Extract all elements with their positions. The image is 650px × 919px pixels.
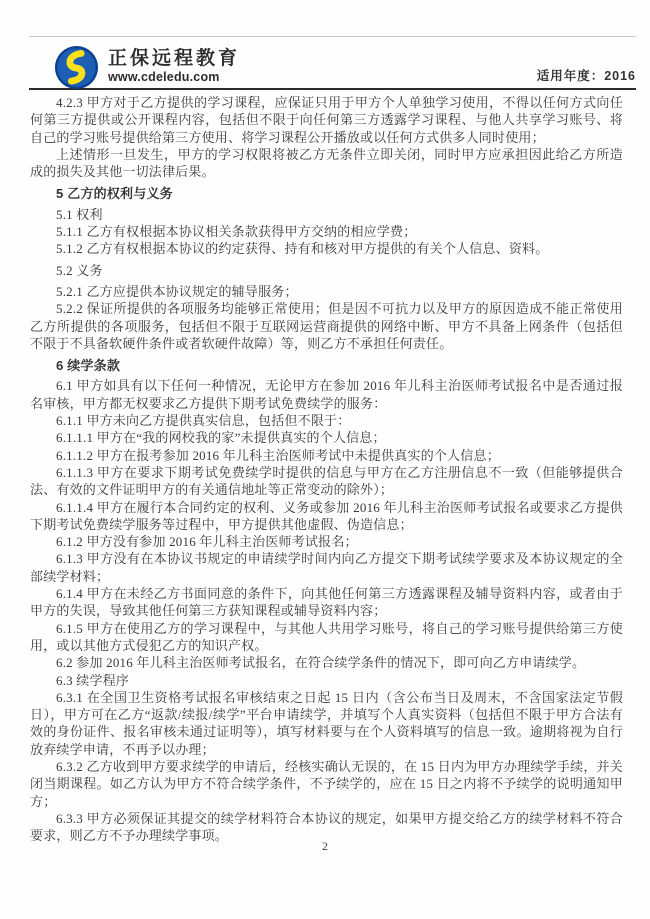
header-row: [29, 37, 636, 88]
clause-6-3-1: 6.3.1 在全国卫生资格考试报名审核结束之日起 15 日内（含公布当日及周末，不含国家法定节假日），甲方可在乙方“返款/续报/续学”平台申请续学，并填写个人真实资料（包括但不限于甲方合法有效的身份证件、报名审核未通过证明等），填写材料要与在个人资料填写的信息一致。逾期将视为自行放弃续学申请，不再予以办理；: [30, 689, 623, 757]
section-6-heading: 6 续学条款: [56, 358, 121, 374]
brand-name: 正保远程教育: [108, 48, 241, 69]
clause-5-2: 5.2 义务: [56, 262, 103, 278]
clause-6-1: 6.1 甲方如具有以下任何一种情况，无论甲方在参加 2016 年儿科主治医师考试报名中是否通过报名审核，甲方都无权要求乙方提供下期考试免费续学的服务：: [30, 378, 623, 411]
clause-6-3-3: 6.3.3 甲方必须保证其提交的续学材料符合本协议的规定，如果甲方提交给乙方的续学材料不符合要求，则乙方不予办理续学事项。: [30, 810, 623, 844]
section-5-heading: 5 乙方的权利与义务: [56, 186, 173, 202]
clause-4-2-3: 4.2.3 甲方对于乙方提供的学习课程，应保证只用于甲方个人单独学习使用，不得以任何方式向任何第三方提供或公开课程内容，包括但不限于向任何第三方透露学习课程、与他人共享学习账号、将自己的学习账号提供给第三方使用、将学习课程公开播放或以任何方式供多人同时使用；: [30, 95, 623, 145]
clause-5-1-2: 5.1.2 乙方有权根据本协议的约定获得、持有和核对甲方提供的有关个人信息、资料。: [56, 241, 549, 257]
applicable-year-label: 适用年度：2016: [536, 69, 636, 83]
brand-block: [29, 45, 240, 87]
clause-6-3-2: 6.3.2 乙方收到甲方要求续学的申请后，经核实确认无误的，在 15 日内为甲方办理续学手续，并关闭当期课程。如乙方认为甲方不符合续学条件，不予续学的，应在 15 日之内将不予续学的说明通知甲方；: [30, 758, 623, 809]
clause-4-2-3-note: 上述情形一旦发生，甲方的学习权限将被乙方无条件立即关闭，同时甲方应承担因此给乙方所造成的损失及其他一切法律后果。: [30, 146, 623, 180]
clause-6-3: 6.3 续学程序: [56, 672, 130, 688]
clause-6-1-2: 6.1.2 甲方没有参加 2016 年儿科主治医师考试报名；: [56, 534, 358, 550]
page-header: [29, 36, 636, 90]
document-body: [30, 94, 623, 844]
page-number: 2: [322, 839, 328, 853]
clause-6-1-1-3: 6.1.1.3 甲方在要求下期考试免费续学时提供的信息与甲方在乙方注册信息不一致（但能够提供合法、有效的文件证明甲方的有关通信地址等正常变动的除外）；: [30, 464, 623, 498]
clause-6-1-1: 6.1.1 甲方未向乙方提供真实信息，包括但不限于：: [56, 413, 351, 429]
clause-6-1-1-2: 6.1.1.2 甲方在报考参加 2016 年儿科主治医师考试中未提供真实的个人信息；: [56, 447, 500, 463]
clause-5-1: 5.1 权利: [56, 206, 103, 222]
clause-6-1-1-4: 6.1.1.4 甲方在履行本合同约定的权利、义务或参加 2016 年儿科主治医师考试报名或要求乙方提供下期考试免费续学服务等过程中，甲方提供其他虚假、伪造信息；: [30, 499, 623, 532]
clause-6-2: 6.2 参加 2016 年儿科主治医师考试报名，在符合续学条件的情况下，即可向乙方申请续学。: [56, 655, 586, 671]
clause-5-2-1: 5.2.1 乙方应提供本协议规定的辅导服务；: [56, 283, 298, 299]
clause-6-1-5: 6.1.5 甲方在使用乙方的学习课程中，与其他人共用学习账号，将自己的学习账号提供给第三方使用，或以其他方式侵犯乙方的知识产权。: [30, 620, 623, 653]
clause-6-1-3: 6.1.3 甲方没有在本协议书规定的申请续学时间内向乙方提交下期考试续学要求及本协议规定的全部续学材料；: [30, 551, 623, 584]
header-bottom-rule: [29, 88, 636, 90]
clause-5-2-2: 5.2.2 保证所提供的各项服务均能够正常使用；但是因不可抗力以及甲方的原因造成不能正常使用乙方所提供的各项服务，包括但不限于互联网运营商提供的网络中断、甲方不具备上网条件（包括但不限于不具备软硬件条件或者软硬件故障）等，则乙方不承担任何责任。: [30, 301, 623, 351]
clause-6-1-4: 6.1.4 甲方在未经乙方书面同意的条件下，向其他任何第三方透露课程及辅导资料内容，或者由于甲方的失误，导致其他任何第三方获知课程或辅导资料内容；: [30, 586, 623, 619]
swirl-globe-icon: [54, 45, 99, 90]
brand-text: [108, 48, 240, 84]
page-footer: [0, 839, 650, 854]
clause-6-1-1-1: 6.1.1.1 甲方在“我的网校我的家”未提供真实的个人信息；: [56, 430, 386, 446]
brand-url: www.cdeledu.com: [108, 70, 220, 84]
clause-5-1-1: 5.1.1 乙方有权根据本协议相关条款获得甲方交纳的相应学费；: [56, 224, 417, 240]
